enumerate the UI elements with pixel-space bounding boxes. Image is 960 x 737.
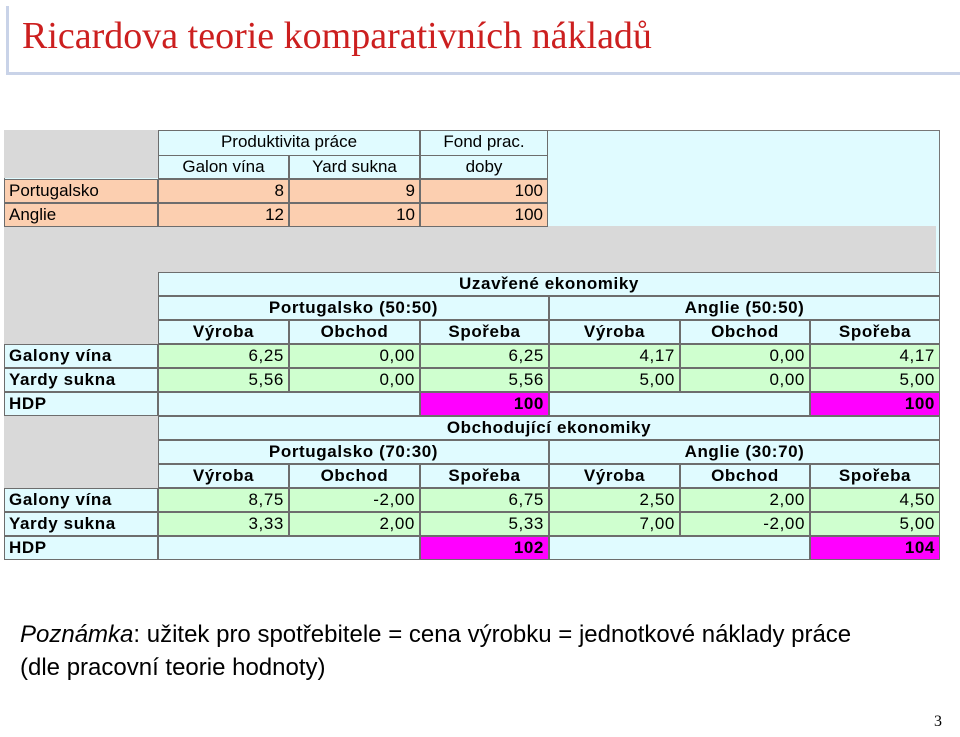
- open-economies-title: Obchodující ekonomiky: [158, 416, 940, 440]
- value-cell: -2,00: [289, 488, 420, 512]
- hdp-portugal: 100: [420, 392, 549, 416]
- closed-england-title: Anglie (50:50): [549, 296, 940, 320]
- productivity-header: Produktivita práce: [158, 130, 420, 155]
- col-header-wine: Galon vína: [158, 155, 289, 179]
- hdp-empty: [158, 536, 420, 560]
- corner-cell-open: [4, 416, 158, 488]
- hdp-empty: [549, 392, 810, 416]
- row-label-england: Anglie: [4, 203, 158, 227]
- col-header-cloth: Yard sukna: [289, 155, 420, 179]
- col-header: Obchod: [289, 320, 420, 344]
- value-cell: 8,75: [158, 488, 289, 512]
- value-cell: 0,00: [680, 344, 810, 368]
- footnote-text: : užitek pro spotřebitele = cena výrobku = jednotkové náklady práce: [133, 621, 852, 648]
- col-header: Obchod: [680, 320, 810, 344]
- footnote-line-1: [20, 618, 950, 651]
- row-label-hdp: HDP: [4, 392, 158, 416]
- value-cell: 0,00: [680, 368, 810, 392]
- value-cell: 5,00: [810, 512, 940, 536]
- value-cell: 5,33: [420, 512, 549, 536]
- title-underline: [6, 72, 960, 75]
- value-cell: 6,25: [420, 344, 549, 368]
- prod-cell: 9: [289, 179, 420, 203]
- value-cell: 4,17: [549, 344, 680, 368]
- slide-title: Ricardova teorie komparativních nákladů: [22, 15, 652, 57]
- prod-cell: 12: [158, 203, 289, 227]
- hdp-portugal: 102: [420, 536, 549, 560]
- col-header: Obchod: [680, 464, 810, 488]
- value-cell: 6,25: [158, 344, 289, 368]
- prod-cell: 8: [158, 179, 289, 203]
- col-header: Výroba: [158, 464, 289, 488]
- page-number: 3: [934, 713, 942, 730]
- col-header: Spořeba: [810, 464, 940, 488]
- value-cell: 3,33: [158, 512, 289, 536]
- value-cell: 2,50: [549, 488, 680, 512]
- corner-cell-top: [4, 130, 158, 178]
- value-cell: 4,50: [810, 488, 940, 512]
- row-label-wine: Galony vína: [4, 488, 158, 512]
- value-cell: 7,00: [549, 512, 680, 536]
- col-header: Spořeba: [810, 320, 940, 344]
- title-accent-rule: [6, 6, 9, 72]
- title-bar: [0, 0, 960, 78]
- footnote-line-2: (dle pracovní teorie hodnoty): [20, 654, 326, 681]
- closed-portugal-title: Portugalsko (50:50): [158, 296, 549, 320]
- value-cell: 5,56: [420, 368, 549, 392]
- col-header: Výroba: [549, 464, 680, 488]
- footnote: [20, 618, 950, 684]
- value-cell: 2,00: [680, 488, 810, 512]
- hdp-england: 104: [810, 536, 940, 560]
- row-label-hdp: HDP: [4, 536, 158, 560]
- col-header: Spořeba: [420, 464, 549, 488]
- value-cell: 5,56: [158, 368, 289, 392]
- value-cell: -2,00: [680, 512, 810, 536]
- row-label-cloth: Yardy sukna: [4, 368, 158, 392]
- open-england-title: Anglie (30:70): [549, 440, 940, 464]
- col-header: Výroba: [549, 320, 680, 344]
- fund-header-line2: doby: [420, 155, 548, 179]
- value-cell: 0,00: [289, 344, 420, 368]
- footnote-prefix: Poznámka: [20, 621, 134, 648]
- col-header: Spořeba: [420, 320, 549, 344]
- col-header: Výroba: [158, 320, 289, 344]
- hdp-empty: [158, 392, 420, 416]
- open-portugal-title: Portugalsko (70:30): [158, 440, 549, 464]
- hdp-england: 100: [810, 392, 940, 416]
- value-cell: 4,17: [810, 344, 940, 368]
- value-cell: 6,75: [420, 488, 549, 512]
- closed-economies-title: Uzavřené ekonomiky: [158, 272, 940, 296]
- row-label-wine: Galony vína: [4, 344, 158, 368]
- hdp-empty: [549, 536, 810, 560]
- row-label-portugal: Portugalsko: [4, 179, 158, 203]
- row-label-cloth: Yardy sukna: [4, 512, 158, 536]
- spacer-row: [4, 226, 936, 272]
- prod-cell: 10: [289, 203, 420, 227]
- value-cell: 2,00: [289, 512, 420, 536]
- corner-cell-closed: [4, 272, 158, 344]
- col-header: Obchod: [289, 464, 420, 488]
- prod-cell: 100: [420, 203, 548, 227]
- value-cell: 5,00: [549, 368, 680, 392]
- value-cell: 5,00: [810, 368, 940, 392]
- value-cell: 0,00: [289, 368, 420, 392]
- prod-cell: 100: [420, 179, 548, 203]
- fund-header-line1: Fond prac.: [420, 130, 548, 155]
